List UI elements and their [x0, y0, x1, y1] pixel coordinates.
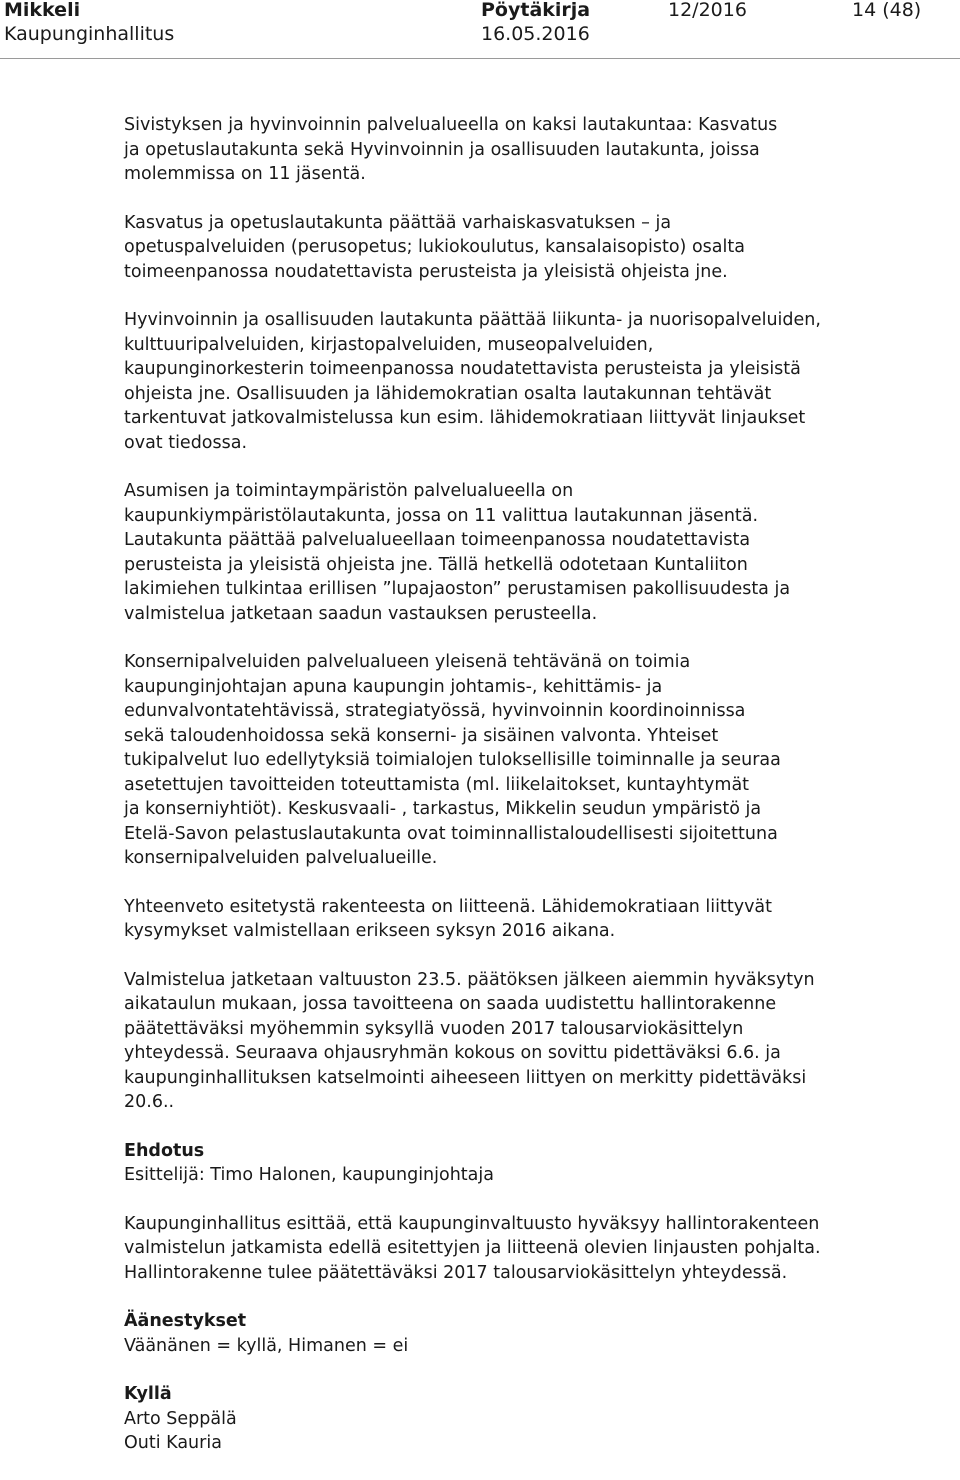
paragraph: [124, 479, 924, 626]
document-header: [0, 0, 960, 60]
text-line: molemmissa on 11 jäsentä.: [124, 164, 366, 184]
text-line: Valmistelua jatketaan valtuuston 23.5. päätöksen jälkeen aiemmin hyväksytyn: [124, 969, 815, 990]
header-divider: [0, 58, 960, 59]
text-line: ovat tiedossa.: [124, 432, 248, 453]
paragraph: [124, 211, 924, 285]
text-line: perusteista ja yleisistä ohjeista jne. Tällä hetkellä odotetaan Kuntaliiton: [124, 554, 748, 575]
text-line: Etelä-Savon pelastuslautakunta ovat toiminnallistaloudellisesti sijoitettuna: [124, 823, 778, 844]
paragraph: [124, 650, 924, 871]
proposal-section: [124, 1139, 924, 1188]
text-line: 20.6..: [124, 1092, 175, 1112]
document-type: Pöytäkirja: [481, 0, 591, 21]
votes-text: Väänänen = kyllä, Himanen = ei: [124, 1335, 409, 1356]
text-line: yhteydessä. Seuraava ohjausryhmän kokous on sovittu pidettäväksi 6.6. ja: [124, 1043, 781, 1063]
voter-name: Arto Seppälä: [124, 1408, 237, 1429]
text-line: ohjeista jne. Osallisuuden ja lähidemokratian osalta lautakunnan tehtävät: [124, 383, 772, 404]
page-number: 14 (48): [852, 0, 922, 21]
text-line: Lautakunta päättää palvelualueellaan toimeenpanossa noudatettavista: [124, 530, 751, 550]
text-line: sekä taloudenhoidossa sekä konserni- ja sisäinen valvonta. Yhteiset: [124, 725, 719, 746]
text-line: toimeenpanossa noudatettavista perusteista ja yleisistä ohjeista jne.: [124, 261, 728, 282]
organization-name: Mikkeli: [4, 0, 81, 21]
text-line: Hallintorakenne tulee päätettäväksi 2017 talousarviokäsittelyn yhteydessä.: [124, 1262, 788, 1283]
proposal-heading: Ehdotus: [124, 1140, 205, 1161]
yes-votes-section: [124, 1382, 924, 1456]
text-line: opetuspalveluiden (perusopetus; lukiokoulutus, kansalaisopisto) osalta: [124, 237, 745, 257]
text-line: valmistelun jatkamista edellä esitettyjen ja liitteenä olevien linjausten pohjalta.: [124, 1238, 821, 1258]
text-line: Asumisen ja toimintaympäristön palvelualueella on: [124, 481, 574, 501]
proposal-text: [124, 1212, 924, 1286]
text-line: kaupunginhallituksen katselmointi aiheeseen liittyen on merkitty pidettäväksi: [124, 1067, 807, 1088]
text-line: Hyvinvoinnin ja osallisuuden lautakunta päättää liikunta- ja nuorisopalveluiden,: [124, 310, 821, 330]
text-line: päätettäväksi myöhemmin syksyllä vuoden 2017 talousarviokäsittelyn: [124, 1018, 744, 1039]
text-line: aikataulun mukaan, jossa tavoitteena on saada uudistettu hallintorakenne: [124, 994, 777, 1014]
body-name: Kaupunginhallitus: [4, 23, 175, 45]
text-line: Kasvatus ja opetuslautakunta päättää varhaiskasvatuksen – ja: [124, 212, 672, 233]
paragraph: [124, 308, 924, 455]
votes-heading: Äänestykset: [124, 1311, 247, 1331]
text-line: Yhteenveto esitetystä rakenteesta on liitteenä. Lähidemokratiaan liittyvät: [124, 896, 773, 917]
text-line: kaupunginjohtajan apuna kaupungin johtamis-, kehittämis- ja: [124, 676, 663, 697]
text-line: valmistelua jatketaan saadun vastauksen perusteella.: [124, 603, 598, 624]
text-line: kaupunginorkesterin toimeenpanossa noudatettavista perusteista ja yleisistä: [124, 359, 801, 379]
voter-name: Outi Kauria: [124, 1433, 222, 1453]
text-line: asetettujen tavoitteiden toteuttamista (ml. liikelaitokset, kuntayhtymät: [124, 774, 750, 795]
text-line: kaupunkiympäristölautakunta, jossa on 11 valittua lautakunnan jäsentä.: [124, 505, 759, 526]
votes-section: [124, 1309, 924, 1358]
paragraph: [124, 968, 924, 1115]
text-line: tukipalvelut luo edellytyksiä toimialojen tuloksellisille toiminnalle ja seuraa: [124, 750, 781, 770]
meeting-date: 16.05.2016: [481, 23, 590, 45]
text-line: Konsernipalveluiden palvelualueen yleisenä tehtävänä on toimia: [124, 652, 691, 672]
paragraph: [124, 113, 924, 187]
text-line: kulttuuripalveluiden, kirjastopalveluiden, museopalveluiden,: [124, 334, 654, 355]
document-number: 12/2016: [668, 0, 747, 21]
text-line: ja konserniyhtiöt). Keskusvaali- , tarkastus, Mikkelin seudun ympäristö ja: [124, 799, 762, 819]
yes-heading: Kyllä: [124, 1384, 172, 1404]
document-body: [124, 113, 924, 1480]
text-line: tarkentuvat jatkovalmistelussa kun esim. lähidemokratiaan liittyvät linjaukset: [124, 408, 806, 428]
text-line: Sivistyksen ja hyvinvoinnin palvelualueella on kaksi lautakuntaa: Kasvatus: [124, 115, 778, 135]
text-line: konsernipalveluiden palvelualueille.: [124, 848, 438, 868]
text-line: edunvalvontatehtävissä, strategiatyössä, hyvinvoinnin koordinoinnissa: [124, 701, 746, 721]
text-line: kysymykset valmistellaan erikseen syksyn 2016 aikana.: [124, 921, 616, 941]
paragraph: [124, 895, 924, 944]
presenter-line: Esittelijä: Timo Halonen, kaupunginjohtaja: [124, 1165, 494, 1185]
text-line: Kaupunginhallitus esittää, että kaupunginvaltuusto hyväksyy hallintorakenteen: [124, 1213, 820, 1234]
text-line: lakimiehen tulkintaa erillisen ”lupajaoston” perustamisen pakollisuudesta ja: [124, 579, 791, 599]
text-line: ja opetuslautakunta sekä Hyvinvoinnin ja osallisuuden lautakunta, joissa: [124, 139, 760, 160]
